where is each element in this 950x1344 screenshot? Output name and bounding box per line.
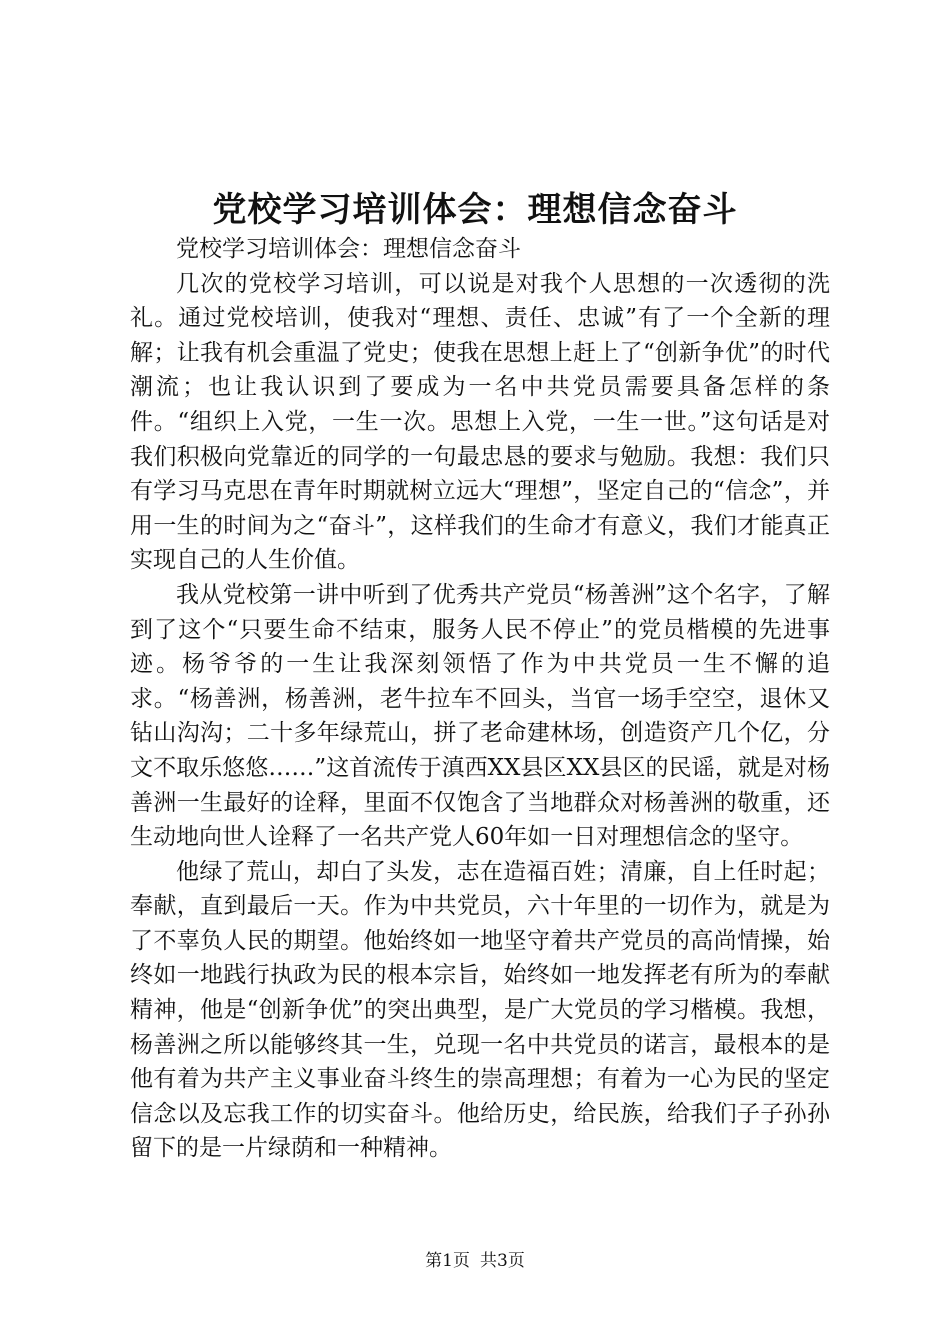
document-body xyxy=(130,232,830,1166)
body-paragraph: 我从党校第一讲中听到了优秀共产党员“杨善洲”这个名字，了解到了这个“只要生命不结束，服务人民不停止”的党员楷模的先进事迹。杨爷爷的一生让我深刻领悟了作为中共党员一生不懈的追求。“杨善洲，杨善洲，老牛拉车不回头，当官一场手空空，退休又钻山沟沟；二十多年绿荒山，拼了老命建林场，创造资产几个亿，分文不取乐悠悠……”这首流传于滇西XX县区XX县区的民谣，就是对杨善洲一生最好的诠释，里面不仅饱含了当地群众对杨善洲的敬重，还生动地向世人诠释了一名共产党人60年如一日对理想信念的坚守。 xyxy=(130,581,830,851)
page-title: 党校学习培训体会：理想信念奋斗 xyxy=(212,190,738,230)
body-paragraph-subtitle: 党校学习培训体会：理想信念奋斗 xyxy=(176,236,521,262)
body-paragraph: 他绿了荒山，却白了头发，志在造福百姓；清廉，自上任时起；奉献，直到最后一天。作为中共党员，六十年里的一切作为，就是为了不辜负人民的期望。他始终如一地坚守着共产党员的高尚情操，始终如一地践行执政为民的根本宗旨，始终如一地发挥老有所为的奉献精神，他是“创新争优”的突出典型，是广大党员的学习楷模。我想，杨善洲之所以能够终其一生，兑现一名中共党员的诺言，最根本的是他有着为共产主义事业奋斗终生的崇高理想；有着为一心为民的坚定信念以及忘我工作的切实奋斗。他给历史，给民族，给我们子子孙孙留下的是一片绿荫和一种精神。 xyxy=(130,858,830,1162)
page-footer xyxy=(0,1249,950,1273)
body-paragraph: 几次的党校学习培训，可以说是对我个人思想的一次透彻的洗礼。通过党校培训，使我对“理想、责任、忠诚”有了一个全新的理解；让我有机会重温了党史；使我在思想上赶上了“创新争优”的时代潮流；也让我认识到了要成为一名中共党员需要具备怎样的条件。“组织上入党，一生一次。思想上入党，一生一世。”这句话是对我们积极向党靠近的同学的一句最忠恳的要求与勉励。我想：我们只有学习马克思在青年时期就树立远大“理想”，坚定自己的“信念”，并用一生的时间为之“奋斗”，这样我们的生命才有意义，我们才能真正实现自己的人生价值。 xyxy=(130,270,830,574)
page-total: 共3页 xyxy=(480,1251,525,1271)
page-number: 第1页 xyxy=(425,1251,470,1271)
